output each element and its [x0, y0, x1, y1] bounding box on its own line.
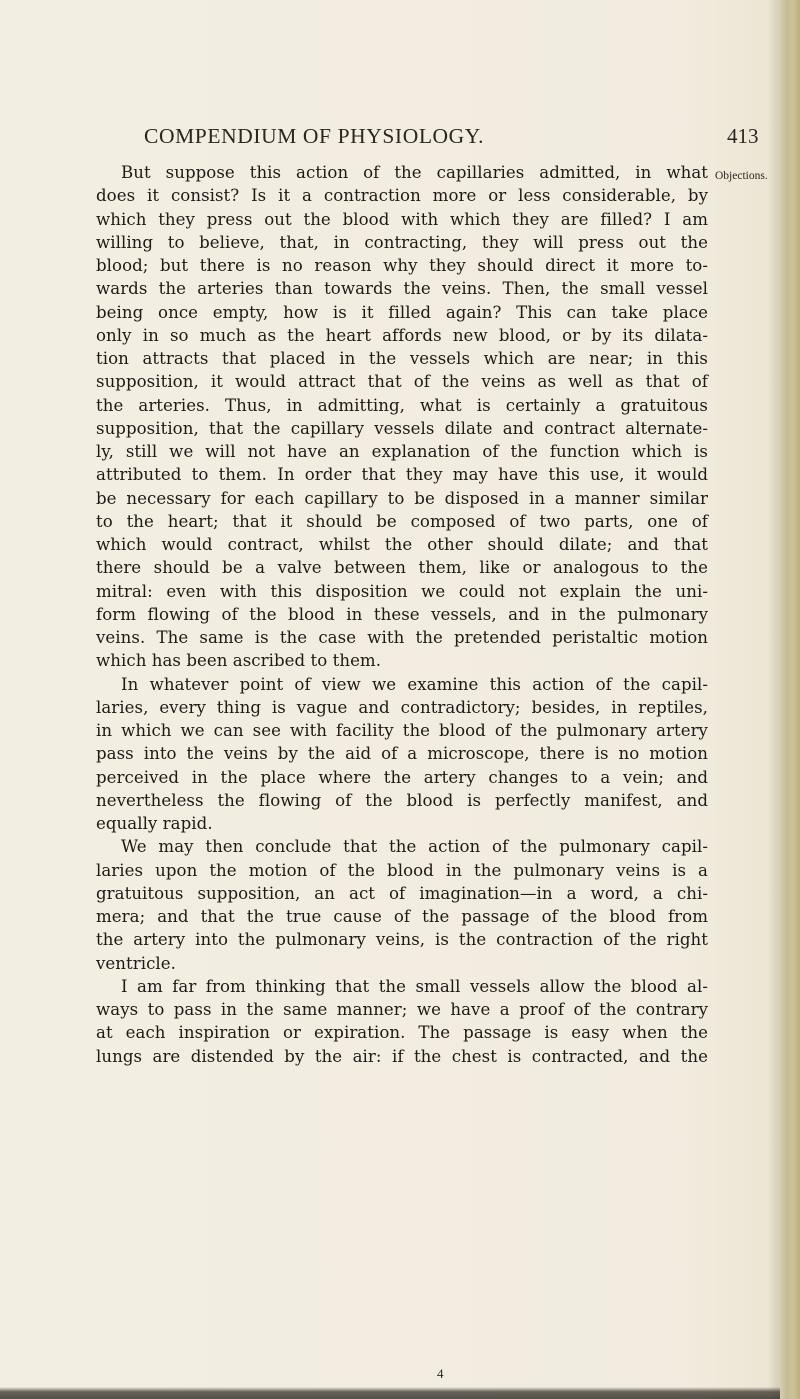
text-line: But suppose this action of the capillaries admitted, in what — [121, 163, 708, 182]
text-line: supposition, that the capillary vessels dilate and contract alternate- — [96, 418, 708, 438]
text-line: mera; and that the true cause of the passage of the blood from — [96, 907, 708, 926]
text-line: at each inspiration or expiration. The passage is easy when the — [96, 1023, 708, 1043]
text-line: willing to believe, that, in contracting, they will press out the — [96, 232, 708, 252]
text-line: perceived in the place where the artery changes to a vein; and — [96, 767, 708, 787]
page-edge-shadow — [768, 0, 778, 1399]
text-line: attributed to them. In order that they may have this use, it would — [96, 465, 708, 485]
page-number: 413 — [727, 124, 759, 148]
text-line: tion attracts that placed in the vessels which are near; in this — [96, 349, 708, 368]
text-line: there should be a valve between them, like or analogous to the — [96, 558, 708, 578]
margin-note: Objections. — [715, 170, 768, 182]
text-line: lungs are distended by the air: if the chest is contracted, and the — [96, 1046, 708, 1066]
text-line: ly, still we will not have an explanation of the function which is — [96, 442, 708, 461]
text-line: In whatever point of view we examine this action of the capil- — [121, 674, 708, 694]
signature-mark: 4 — [437, 1366, 444, 1381]
text-line: mitral: even with this disposition we could not explain the uni- — [96, 581, 708, 601]
text-line: I am far from thinking that the small vessels allow the blood al- — [121, 976, 708, 996]
text-line: laries upon the motion of the blood in the pulmonary veins is a — [96, 860, 708, 880]
text-line: supposition, it would attract that of the veins as well as that of — [96, 372, 708, 392]
text-line: does it consist? Is it a contraction more or less considerable, by — [96, 186, 708, 206]
text-line: which they press out the blood with which they are filled? I am — [96, 209, 708, 229]
running-title: COMPENDIUM OF PHYSIOLOGY. — [144, 124, 485, 148]
text-line: wards the arteries than towards the veins. Then, the small vessel — [96, 279, 708, 299]
text-line: pass into the veins by the aid of a microscope, there is no motion — [96, 744, 708, 764]
text-line: in which we can see with facility the blood of the pulmonary artery — [96, 721, 708, 740]
body-text — [96, 161, 708, 1068]
text-line: which would contract, whilst the other should dilate; and that — [96, 535, 708, 554]
text-line: which has been ascribed to them. — [96, 651, 382, 671]
text-line: being once empty, how is it filled again? This can take place — [96, 302, 708, 322]
text-line: We may then conclude that the action of the pulmonary capil- — [121, 837, 708, 857]
text-line: equally rapid. — [96, 814, 213, 833]
text-line: the arteries. Thus, in admitting, what is certainly a gratuitous — [96, 395, 708, 415]
text-line: be necessary for each capillary to be disposed in a manner similar — [96, 488, 708, 508]
page-edge — [778, 0, 800, 1399]
text-line: nevertheless the flowing of the blood is perfectly manifest, and — [96, 790, 708, 810]
bottom-edge-shadow — [0, 1387, 780, 1399]
text-line: ventricle. — [96, 953, 176, 973]
text-line: laries, every thing is vague and contradictory; besides, in reptiles, — [96, 697, 708, 717]
text-line: form flowing of the blood in these vessels, and in the pulmonary — [96, 604, 708, 624]
text-line: only in so much as the heart affords new blood, or by its dilata- — [96, 325, 708, 345]
text-line: ways to pass in the same manner; we have a proof of the contrary — [96, 1000, 708, 1019]
text-line: gratuitous supposition, an act of imagination—in a word, a chi- — [96, 883, 708, 903]
text-line: the artery into the pulmonary veins, is the contraction of the right — [96, 930, 708, 950]
text-line: veins. The same is the case with the pretended peristaltic motion — [96, 628, 708, 647]
running-head — [0, 124, 800, 154]
text-line: blood; but there is no reason why they should direct it more to- — [96, 256, 708, 275]
text-line: to the heart; that it should be composed of two parts, one of — [96, 511, 708, 531]
